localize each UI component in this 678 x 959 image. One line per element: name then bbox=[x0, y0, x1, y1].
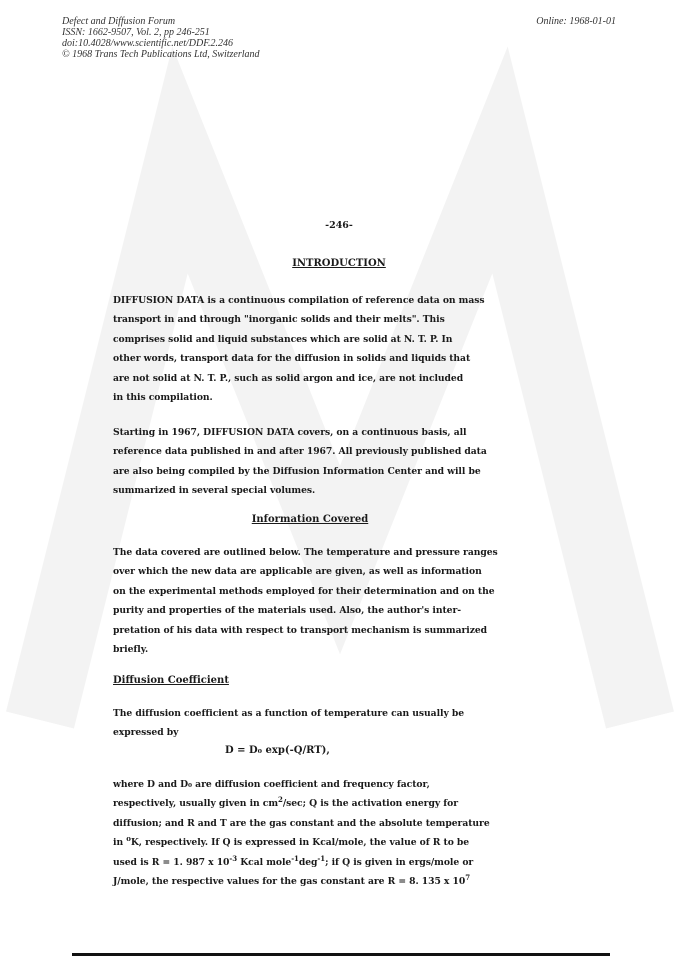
citation-header bbox=[62, 16, 260, 60]
text-line: J/mole, the respective values for the gas constant are R = 8. 135 x $10^7$ bbox=[113, 872, 471, 888]
info-covered-title-text: Information Covered bbox=[251, 514, 369, 525]
diffusion-intro-paragraph bbox=[113, 704, 464, 743]
info-covered-paragraph bbox=[113, 543, 498, 659]
text-line: The data covered are outlined below. The temperature and pressure ranges bbox=[113, 547, 498, 558]
text-line: Starting in 1967, DIFFUSION DATA covers, on a continuous basis, all bbox=[113, 427, 467, 438]
issn-line: ISSN: 1662-9507, Vol. 2, pp 246-251 bbox=[62, 27, 210, 38]
online-date: Online: 1968-01-01 bbox=[536, 16, 616, 27]
text-line: DIFFUSION DATA is a continuous compilation of reference data on mass bbox=[113, 295, 485, 306]
section-title bbox=[0, 258, 678, 269]
bottom-rule bbox=[72, 953, 610, 956]
section-title-text: INTRODUCTION bbox=[292, 258, 386, 269]
text-line: over which the new data are applicable are given, as well as information bbox=[113, 566, 482, 578]
text-line: are also being compiled by the Diffusion Information Center and will be bbox=[113, 465, 481, 477]
page-number: -246- bbox=[325, 220, 353, 231]
diffusion-coefficient-title: Diffusion Coefficient bbox=[113, 675, 229, 686]
text-line: reference data published in and after 1967. All previously published data bbox=[113, 446, 487, 458]
journal-name: Defect and Diffusion Forum bbox=[62, 16, 176, 27]
intro-paragraph-2 bbox=[113, 423, 487, 501]
doi-line: doi:10.4028/www.scientific.net/DDF.2.246 bbox=[62, 38, 234, 49]
text-line: briefly. bbox=[113, 644, 149, 656]
text-line: used is R = 1. 987 x $10^{-3}$ Kcal mole$^{-1}$deg$^{-1}$; if Q is given in ergs/mole or bbox=[113, 853, 474, 868]
diffusion-body-paragraph bbox=[113, 775, 490, 891]
text-line: respectively, usually given in $cm^2/\sec$; Q is the activation energy for bbox=[113, 795, 459, 810]
text-line: on the experimental methods employed for their determination and on the bbox=[113, 585, 495, 597]
text-line: transport in and through "inorganic solids and their melts". This bbox=[113, 314, 445, 326]
text-line: are not solid at N. T. P., such as solid argon and ice, are not included bbox=[113, 372, 464, 384]
text-line: purity and properties of the materials used. Also, the author's inter- bbox=[113, 605, 462, 617]
copyright-line: © 1968 Trans Tech Publications Ltd, Switzerland bbox=[62, 49, 260, 60]
text-line: pretation of his data with respect to transport mechanism is summarized bbox=[113, 624, 488, 636]
info-covered-title bbox=[0, 514, 620, 525]
text-line: expressed by bbox=[113, 727, 179, 739]
text-line: where D and D₀ are diffusion coefficient and frequency factor, bbox=[113, 779, 430, 790]
text-line: in $^o$K, respectively. If Q is expressed in Kcal/mole, the value of R to be bbox=[113, 834, 470, 849]
text-line: summarized in several special volumes. bbox=[113, 485, 316, 497]
text-line: diffusion; and R and T are the gas constant and the absolute temperature bbox=[113, 817, 490, 829]
text-line: in this compilation. bbox=[113, 392, 213, 404]
intro-paragraph-1 bbox=[113, 291, 485, 407]
text-line: comprises solid and liquid substances which are solid at N. T. P. In bbox=[113, 333, 453, 345]
arrhenius-equation: D = D₀ exp(-Q/RT), bbox=[225, 745, 330, 756]
text-line: The diffusion coefficient as a function of temperature can usually be bbox=[113, 708, 465, 719]
text-line: other words, transport data for the diffusion in solids and liquids that bbox=[113, 353, 471, 365]
